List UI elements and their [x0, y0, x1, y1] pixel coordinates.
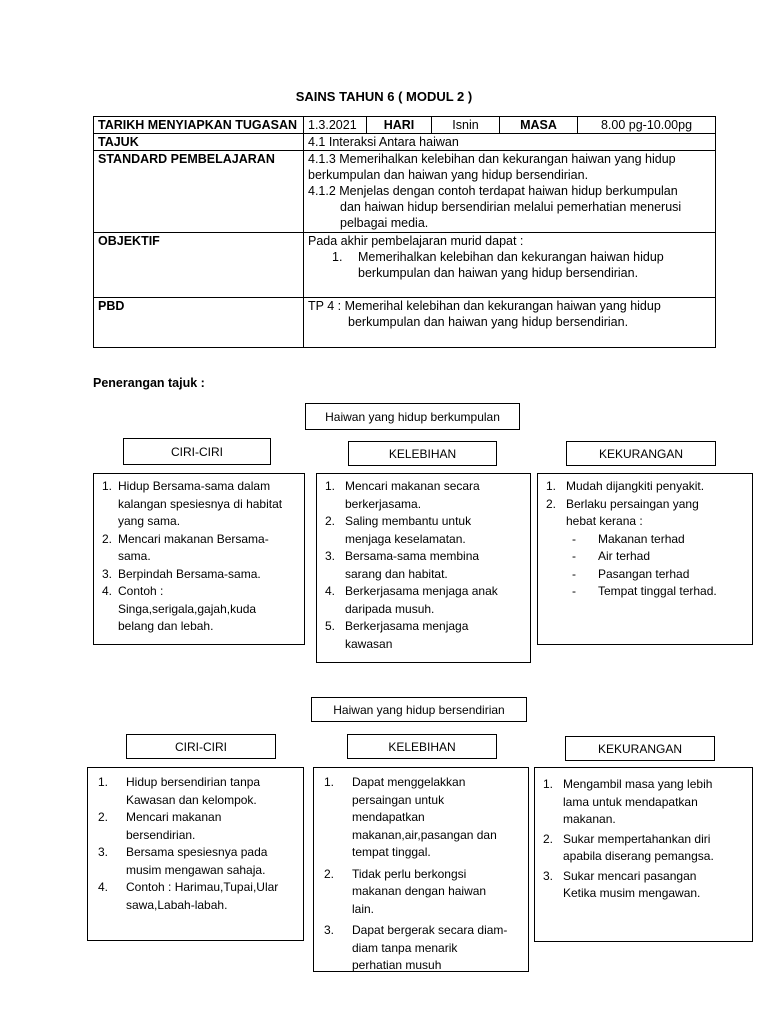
list-text: berkerjasama. [345, 496, 422, 511]
list-item [324, 922, 522, 975]
list-text: mendapatkan [352, 810, 425, 824]
list-number: 1. [98, 775, 109, 789]
list-number: 3. [324, 923, 335, 937]
list-text: Kawasan dan kelompok. [126, 792, 257, 807]
solo-heading: Haiwan yang hidup bersendirian [311, 697, 527, 722]
sub-list-text: Tempat tinggal terhad. [598, 584, 717, 598]
list-item [102, 478, 298, 531]
sub-list-item [572, 566, 746, 584]
list-text: Hidup bersendirian tanpa [126, 775, 261, 789]
list-text: Hidup Bersama-sama dalam [118, 479, 271, 493]
list-text: diam tanpa menarik [352, 940, 458, 955]
table-row-tajuk [94, 134, 716, 151]
list-item [98, 844, 297, 879]
dash-bullet: - [572, 584, 576, 598]
group-ciri-list [102, 478, 298, 636]
list-text: hebat kerana : [566, 514, 643, 528]
group-ciri-box [93, 473, 305, 645]
label-hari: HARI [367, 117, 432, 134]
solo-kekurangan-list [543, 776, 746, 903]
list-text: Berlaku persaingan yang [566, 496, 699, 511]
list-text: kawasan [345, 636, 393, 651]
info-table [93, 116, 716, 348]
list-item [324, 774, 522, 862]
list-number: 3. [102, 566, 113, 581]
list-text: sarang dan habitat. [345, 566, 448, 581]
label-tajuk: TAJUK [94, 134, 304, 151]
solo-ciri-box [87, 767, 304, 941]
list-item [543, 831, 746, 866]
list-text: belang dan lebah. [118, 619, 214, 633]
dash-bullet: - [572, 566, 576, 581]
value-masa: 8.00 pg-10.00pg [578, 117, 716, 134]
group-kelebihan-box [316, 473, 531, 663]
list-number: 4. [102, 584, 113, 598]
list-text: makanan,air,pasangan dan [352, 827, 497, 842]
group-heading: Haiwan yang hidup berkumpulan [305, 403, 520, 430]
list-text: Mencari makanan [126, 810, 222, 824]
list-number: 2. [324, 866, 335, 881]
value-tajuk: 4.1 Interaksi Antara haiwan [304, 134, 716, 151]
list-text: lama untuk mendapatkan [563, 794, 698, 809]
table-row-pbd [94, 298, 716, 348]
list-text: Saling membantu untuk [345, 514, 472, 528]
list-text: Mencari makanan Bersama- [118, 531, 269, 546]
list-item [325, 478, 524, 513]
list-text: Dapat bergerak secara diam- [352, 923, 508, 937]
list-number: 4. [98, 880, 109, 894]
list-item [98, 774, 297, 809]
label-pbd: PBD [94, 298, 304, 348]
standard-item-2: 4.1.2 Menjelas dengan contoh terdapat haiwan hidup berkumpulan dan haiwan hidup bersendirian melalui pemerhatian menerusi pelbagai media. [308, 184, 682, 230]
solo-kelebihan-title: KELEBIHAN [347, 734, 497, 759]
table-row-objektif [94, 233, 716, 298]
list-number: 5. [325, 619, 336, 633]
list-text: Bersama spesiesnya pada [126, 845, 268, 859]
list-text: Tidak perlu berkongsi [352, 866, 467, 881]
group-kekurangan-title: KEKURANGAN [566, 441, 716, 466]
list-number: 1. [546, 479, 557, 493]
list-text: Contoh : Harimau,Tupai,Ular [126, 880, 279, 894]
list-number: 2. [546, 496, 557, 511]
solo-kelebihan-list [324, 774, 522, 975]
list-text: bersendirian. [126, 827, 196, 842]
group-kelebihan-title: KELEBIHAN [348, 441, 497, 466]
list-text: menjaga keselamatan. [345, 531, 466, 546]
list-item [102, 583, 298, 636]
table-row-standard [94, 151, 716, 233]
list-text: perhatian musuh [352, 958, 442, 972]
solo-kekurangan-title: KEKURANGAN [565, 736, 715, 761]
list-text: Sukar mempertahankan diri [563, 831, 711, 846]
standard-item-1: 4.1.3 Memerihalkan kelebihan dan kekurangan haiwan yang hidup berkumpulan dan haiwan yang hidup bersendirian. [308, 152, 676, 182]
solo-kekurangan-box [534, 767, 753, 942]
list-text: Berpindah Bersama-sama. [118, 566, 261, 581]
list-number: 2. [98, 810, 109, 824]
group-kekurangan-box [537, 473, 753, 645]
sub-list-text: Pasangan terhad [598, 566, 690, 581]
list-number: 1. [102, 479, 113, 493]
label-standard: STANDARD PEMBELAJARAN [94, 151, 304, 233]
list-item [98, 809, 297, 844]
list-text: Berkerjasama menjaga [345, 619, 469, 633]
dash-bullet: - [572, 549, 576, 563]
list-text: Sukar mencari pasangan [563, 868, 697, 883]
sub-list-text: Makanan terhad [598, 531, 685, 546]
list-text: makanan dengan haiwan [352, 884, 487, 898]
list-item [102, 566, 298, 584]
list-text: Contoh : [118, 584, 164, 598]
label-tarikh: TARIKH MENYIAPKAN TUGASAN [94, 117, 304, 134]
list-item [325, 583, 524, 618]
list-item [543, 776, 746, 829]
list-text: Mengambil masa yang lebih [563, 777, 713, 791]
list-item [325, 548, 524, 583]
group-kekurangan-sublist [546, 531, 746, 601]
list-text: musim mengawan sahaja. [126, 862, 266, 877]
sub-list-text: Air terhad [598, 549, 651, 563]
list-text: lain. [352, 901, 375, 916]
group-ciri-title: CIRI-CIRI [123, 438, 271, 465]
list-text: tempat tinggal. [352, 845, 431, 859]
list-number: 1. [325, 479, 336, 493]
list-number: 2. [102, 531, 113, 546]
list-number: 3. [543, 868, 554, 883]
solo-kelebihan-box [313, 767, 529, 972]
label-masa: MASA [500, 117, 578, 134]
list-text: Dapat menggelakkan [352, 775, 466, 789]
list-number: 1. [324, 775, 335, 789]
value-objektif: Pada akhir pembelajaran murid dapat : 1. Memerihalkan kelebihan dan kekurangan haiwan hidup berkumpulan dan haiwan yang hidup bersendirian. [304, 233, 716, 298]
list-text: sama. [118, 549, 151, 563]
list-text: yang sama. [118, 514, 181, 528]
group-kekurangan-list [546, 478, 746, 531]
solo-ciri-title: CIRI-CIRI [126, 734, 276, 759]
list-item [102, 531, 298, 566]
list-text: Ketika musim mengawan. [563, 886, 701, 900]
list-item [546, 496, 746, 531]
sub-list-item [572, 548, 746, 566]
list-item [325, 618, 524, 653]
list-text: persaingan untuk [352, 792, 445, 807]
list-text: makanan. [563, 812, 616, 826]
document-title: SAINS TAHUN 6 ( MODUL 2 ) [295, 89, 473, 104]
list-text: Mudah dijangkiti penyakit. [566, 479, 705, 493]
list-text: apabila diserang pemangsa. [563, 849, 714, 863]
value-date: 1.3.2021 [304, 117, 367, 134]
solo-ciri-list [98, 774, 297, 914]
group-kelebihan-list [325, 478, 524, 653]
list-number: 4. [325, 584, 336, 598]
list-text: sawa,Labah-labah. [126, 897, 228, 912]
list-number: 3. [98, 845, 109, 859]
penerangan-label: Penerangan tajuk : [93, 376, 205, 390]
list-text: kalangan spesiesnya di habitat [118, 496, 283, 511]
value-pbd: TP 4 : Memerihal kelebihan dan kekurangan haiwan yang hidup berkumpulan dan haiwan yang hidup bersendirian. [304, 298, 716, 348]
list-number: 1. [543, 777, 554, 791]
list-item [543, 868, 746, 903]
list-item [325, 513, 524, 548]
list-number: 2. [325, 514, 336, 528]
list-number: 3. [325, 549, 336, 563]
list-item [98, 879, 297, 914]
list-item [546, 478, 746, 496]
label-objektif: OBJEKTIF [94, 233, 304, 298]
value-standard [304, 151, 716, 233]
sub-list-item [572, 583, 746, 601]
list-text: Berkerjasama menjaga anak [345, 584, 498, 598]
list-text: Mencari makanan secara [345, 479, 480, 493]
sub-list-item [572, 531, 746, 549]
value-hari: Isnin [432, 117, 500, 134]
table-row-date [94, 117, 716, 134]
list-number: 2. [543, 831, 554, 846]
dash-bullet: - [572, 531, 576, 546]
list-text: Singa,serigala,gajah,kuda [118, 601, 257, 616]
list-text: daripada musuh. [345, 601, 435, 616]
list-item [324, 866, 522, 919]
list-text: Bersama-sama membina [345, 549, 480, 563]
